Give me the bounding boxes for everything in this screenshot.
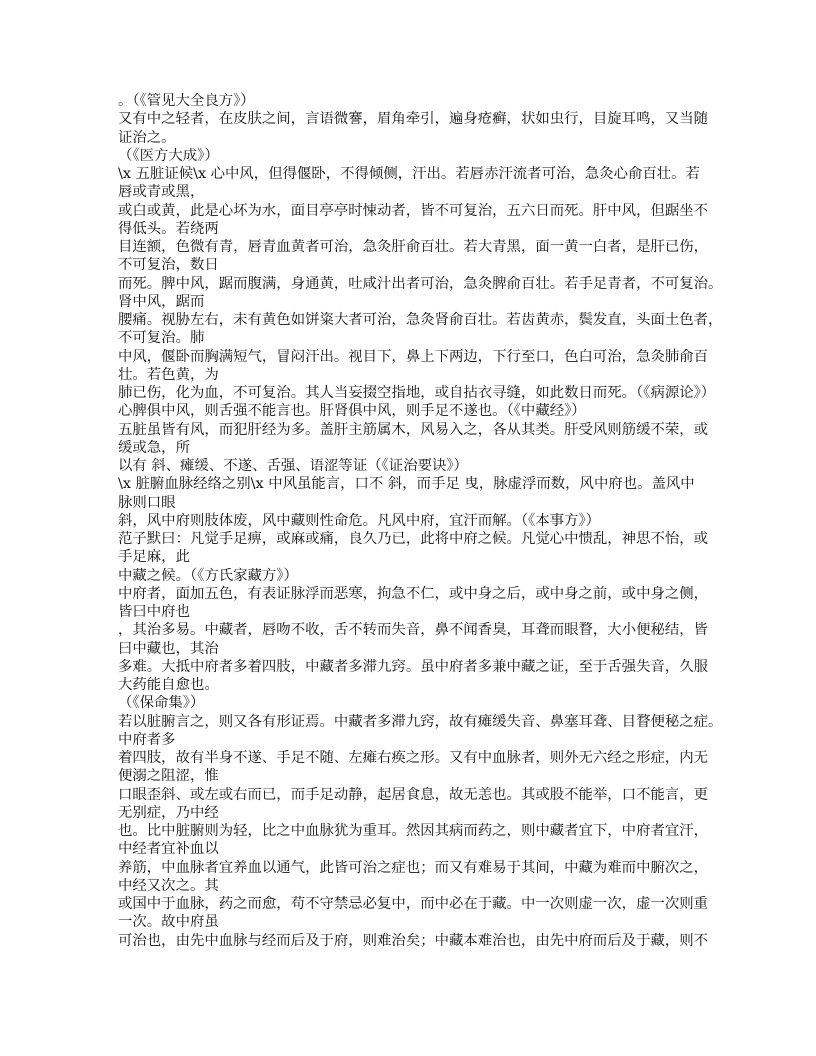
text-line: 缓或急，所	[118, 439, 190, 456]
text-line: 以有 斜、瘫缓、不遂、舌强、语涩等证（《证治要诀》）	[118, 458, 468, 474]
text-line: 肾中风，踞而	[118, 293, 205, 310]
text-line: 便溺之阻涩，惟	[118, 768, 219, 785]
text-line: 斜，风中府则肢体废，风中藏则性命危。凡风中府，宜汗而解。（《本事方》）	[118, 512, 601, 529]
document-body	[118, 92, 723, 950]
text-line: 。（《管见大全良方》）	[118, 93, 255, 109]
text-line: 可治也，由先中血脉与经而后及于府，则难治矣；中藏本难治也，由先中府而后及于藏，则不	[118, 932, 709, 949]
text-line: 五脏虽皆有风，而犯肝经为多。盖肝主筋属木，风易入之，各从其类。肝受风则筋缓不荣，或	[118, 421, 709, 438]
text-line: 目连额，色微有青，唇青血黄者可治，急灸肝俞百壮。若大青黑，面一黄一白者，是肝已伤，	[118, 239, 709, 255]
text-line: 或国中于血脉，药之而愈，苟不守禁忌必复中，而中必在于藏。中一次则虚一次，虚一次则重	[118, 896, 709, 912]
text-line: 而死。脾中风，踞而腹满，身通黄，吐咸汁出者可治，急灸脾俞百壮。若手足青者，不可复治。	[118, 275, 723, 292]
text-line: 一次。故中府虽	[118, 914, 219, 931]
text-line: ，其治多易。中藏者，唇吻不收，舌不转而失音，鼻不闻香臭，耳聋而眼瞀，大小便秘结，皆	[118, 622, 709, 639]
text-line: 中风，偃卧而胸满短气，冒闷汗出。视目下，鼻上下两边，下行至口，色白可治，急灸肺俞百	[118, 348, 709, 365]
text-line: 皆曰中府也	[118, 604, 190, 620]
text-line: 中藏之候。（《方氏家藏方》）	[118, 567, 298, 584]
text-line: 着四肢，故有半身不遂、手足不随、左瘫右痪之形。又有中血脉者，则外无六经之形症，内无	[118, 750, 709, 766]
text-line: 得低头。若绕两	[118, 220, 219, 237]
text-line: 又有中之轻者，在皮肤之间，言语微謇，眉角牵引，遍身疮癣，状如虫行，目旋耳鸣，又当随	[118, 111, 709, 128]
text-line: 壮。若色黄，为	[118, 366, 219, 383]
text-line: 范子默曰：凡觉手足痹，或麻或痛，良久乃已，此将中府之候。凡觉心中愦乱，神思不怡，或	[118, 531, 709, 547]
text-line: 无别症，乃中经	[118, 804, 219, 821]
text-line: 手足麻，此	[118, 549, 190, 566]
text-line: 中府者，面加五色，有表证脉浮而恶寒，拘急不仁，或中身之后，或中身之前，或中身之侧，	[118, 585, 709, 602]
text-line: 也。比中脏腑则为轻，比之中血脉犹为重耳。然因其病而药之，则中藏者宜下，中府者宜汗，	[118, 823, 709, 839]
text-line: （《医方大成》）	[118, 147, 219, 164]
text-line: 心脾俱中风，则舌强不能言也。肝肾俱中风，则手足不遂也。（《中藏经》）	[118, 403, 586, 420]
text-line: 口眼歪斜、或左或右而已，而手足动静，起居食息，故无恙也。其或股不能举，口不能言，更	[118, 786, 709, 803]
text-line: 曰中藏也，其治	[118, 640, 219, 657]
text-line: 不可复治。肺	[118, 330, 205, 347]
text-line: 证治之。	[118, 129, 176, 146]
text-line: 中府者多	[118, 731, 176, 748]
text-line: 中经又次之。其	[118, 877, 219, 894]
text-line: 中经者宜补血以	[118, 841, 219, 858]
text-line: \x 五脏证候\x 心中风，但得偃卧，不得倾侧，汗出。若唇赤汗流者可治，急灸心俞百壮。若	[118, 166, 700, 182]
text-line: 大药能自愈也。	[118, 677, 219, 693]
text-line: 养筋，中血脉者宜养血以通气，此皆可治之症也；而又有难易于其间，中藏为难而中腑次之，	[118, 859, 709, 876]
text-line: \x 脏腑血脉经络之别\x 中风虽能言，口不 斜，而手足 曳，脉虚浮而数，风中府也。盖风中	[118, 476, 695, 493]
text-line: 唇或青或黑，	[118, 184, 205, 201]
text-line: 肺已伤，化为血，不可复治。其人当妄掇空指地，或自拈衣寻缝，如此数日而死。（《病源论》）	[118, 385, 716, 401]
text-line: 多难。大抵中府者多着四肢，中藏者多滞九窍。虽中府者多兼中藏之证，至于舌强失音，久服	[118, 658, 709, 675]
text-line: 腰痛。视胁左右，未有黄色如饼粢大者可治，急灸肾俞百壮。若齿黄赤，鬓发直，头面土色者，	[118, 312, 723, 328]
text-line: 或白或黄，此是心坏为水，面目亭亭时悚动者，皆不可复治，五六日而死。肝中风，但踞坐不	[118, 202, 709, 219]
text-line: 脉则口眼	[118, 494, 176, 511]
text-line: 不可复治，数日	[118, 257, 219, 274]
text-line: （《保命集》）	[118, 695, 205, 712]
text-line: 若以脏腑言之，则又各有形证焉。中藏者多滞九窍，故有瘫缓失音、鼻塞耳聋、目瞀便秘之症。	[118, 713, 723, 730]
